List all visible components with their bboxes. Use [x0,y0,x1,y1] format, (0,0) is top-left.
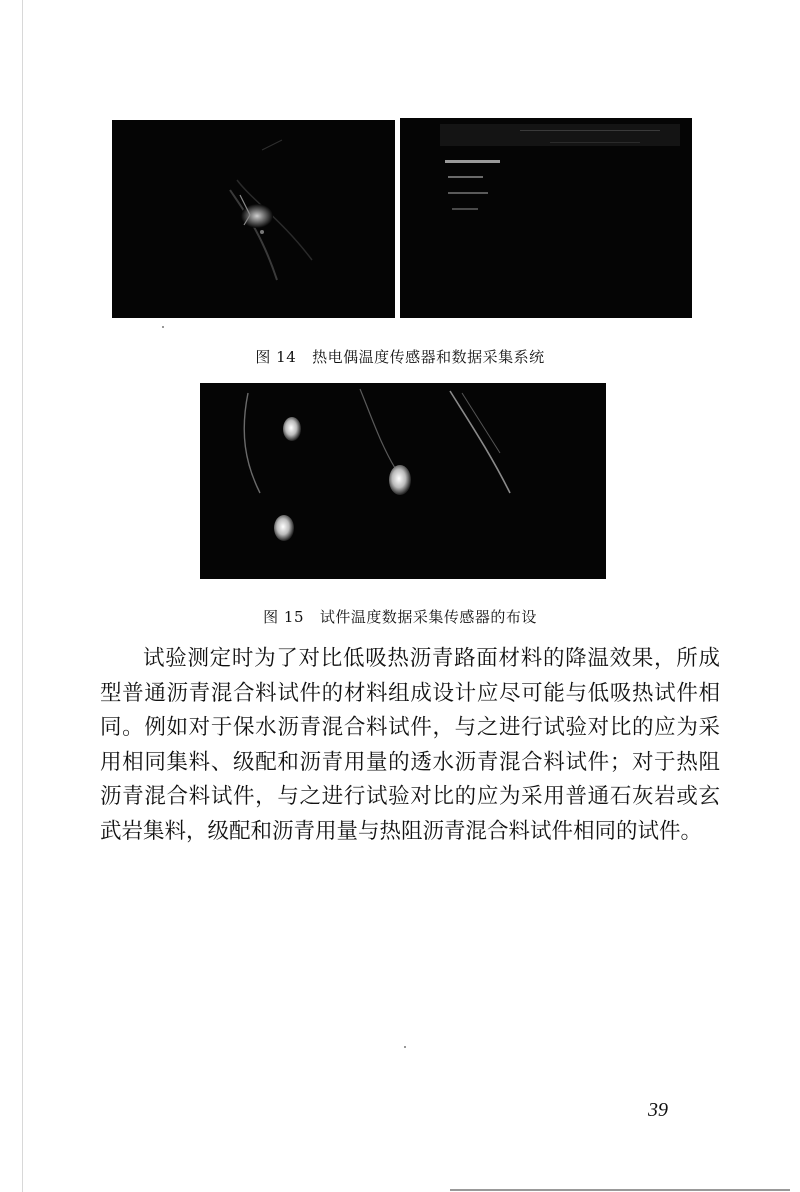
figure-14-photo-data-acquisition-system [400,118,692,318]
page-edge [22,0,23,1192]
paragraph-line: 武岩集料，级配和沥青用量与热阻沥青混合料试件相同的试件。 [100,818,703,844]
scan-bottom-rule [450,1189,790,1191]
paragraph-line: 试验测定时为了对比低吸热沥青路面材料的降温效果，所成 [143,646,720,671]
scan-speck [162,326,164,328]
page-number: 39 [648,1099,668,1121]
body-paragraph [100,642,720,849]
figure-15-photo-sensor-layout [200,383,606,579]
sensor-layout-photo-graphic [200,383,606,579]
paragraph-line: 型普通沥青混合料试件的材料组成设计应尽可能与低吸热试件相 [100,680,720,706]
paragraph-line: 用相同集料、级配和沥青用量的透水沥青混合料试件；对于热阻 [100,749,720,775]
figure-14-photo-thermocouple-sensor [112,120,395,318]
figure-14-caption: 图 14 热电偶温度传感器和数据采集系统 [255,348,545,366]
figure-15-caption: 图 15 试件温度数据采集传感器的布设 [263,608,537,626]
scan-speck [404,1046,406,1048]
data-acquisition-photo-graphic [400,118,692,318]
paragraph-line: 同。例如对于保水沥青混合料试件，与之进行试验对比的应为采 [100,715,720,740]
paragraph-line: 沥青混合料试件，与之进行试验对比的应为采用普通石灰岩或玄 [100,784,720,809]
thermocouple-sensor-photo-graphic [112,120,395,318]
